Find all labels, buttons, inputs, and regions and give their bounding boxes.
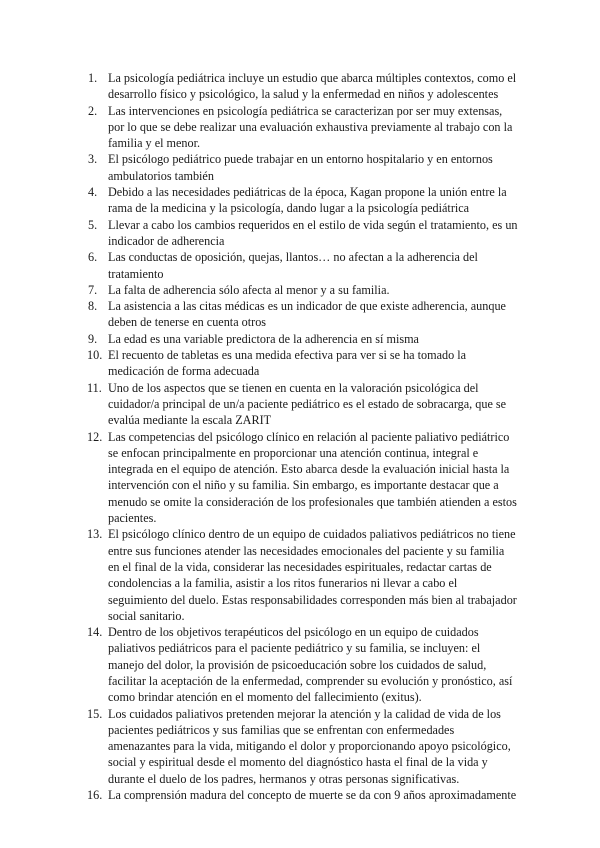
statement-text: Las intervenciones en psicología pediátrica se caracterizan por ser muy extensas, por lo que se debe realizar una evaluación exhaustiva previamente al trabajo con la familia y el menor. [108,103,513,151]
statement-item-2 [88,103,518,152]
statement-number: 3. [88,152,98,167]
statement-item-16 [88,787,518,803]
statement-text: El psicólogo clínico dentro de un equipo de cuidados paliativos pediátricos no tiene entre sus funciones atender las necesidades emocionales del paciente y su familia en el final de la vida, considerar las necesidades espirituales, redactar cartas de condolencias a la familia, asistir a los ritos funerarios ni llevar a cabo el seguimiento del duelo. Estas responsabilidades corresponden más bien al trabajador social sanitario. [108,527,517,623]
statement-number: 13. [87,527,103,542]
statement-text: La psicología pediátrica incluye un estudio que abarca múltiples contextos, como el desarrollo físico y psicológico, la salud y la enfermedad en niños y adolescentes [108,71,517,102]
statement-item-8 [88,298,518,331]
statement-text: La asistencia a las citas médicas es un indicador de que existe adherencia, aunque deben de tenerse en cuenta otros [108,299,506,330]
statement-text: Los cuidados paliativos pretenden mejorar la atención y la calidad de vida de los pacientes pediátricos y sus familias que se enfrentan con enfermedades amenazantes para la vida, mitigando el dolor y proporcionando apoyo psicológico, social y espiritual desde el momento del diagnóstico hasta el final de la vida y durante el duelo de los padres, hermanos y otras personas significativas. [108,706,511,786]
statement-number: 8. [88,299,98,314]
statement-item-14 [88,624,518,705]
statement-number: 10. [87,348,103,363]
statement-item-11 [88,380,518,429]
statement-number: 12. [87,429,103,444]
statement-text: La edad es una variable predictora de la adherencia en sí misma [108,331,419,346]
statement-item-3 [88,151,518,184]
statement-number: 9. [88,331,98,346]
statement-text: Dentro de los objetivos terapéuticos del psicólogo en un equipo de cuidados paliativos pediátricos para el paciente pediátrico y su familia, se incluyen: el manejo del dolor, la provisión de psicoeducación sobre los cuidados de salud, facilitar la aceptación de la enfermedad, comprender su evolución y pronóstico, así como brindar atención en el momento del fallecimiento (exitus). [108,625,513,705]
statement-text: Las competencias del psicólogo clínico en relación al paciente paliativo pediátrico se enfocan principalmente en proporcionar una atención continua, integral e integrada en el equipo de atención. Esto abarca desde la evaluación inicial hasta la intervención con el niño y su familia. Sin embargo, es importante destacar que a menudo se omite la consideración de los profesionales que también atienden a estos pacientes. [108,429,517,526]
statement-number: 5. [88,217,98,232]
statement-number: 7. [88,282,98,297]
statement-text: El psicólogo pediátrico puede trabajar en un entorno hospitalario y en entornos ambulatorios también [108,152,493,183]
statement-text: Las conductas de oposición, quejas, llantos… no afectan a la adherencia del tratamiento [108,250,478,281]
statement-item-5 [88,217,518,250]
statement-item-7 [88,282,518,298]
statement-item-13 [88,526,518,624]
statement-item-6 [88,249,518,282]
statement-text: Llevar a cabo los cambios requeridos en el estilo de vida según el tratamiento, es un indicador de adherencia [108,217,518,248]
statement-list [88,70,518,803]
statement-text: El recuento de tabletas es una medida efectiva para ver si se ha tomado la medicación de forma adecuada [108,348,467,379]
statement-number: 6. [88,250,98,265]
statement-text: La comprensión madura del concepto de muerte se da con 9 años aproximadamente [108,788,517,803]
statement-text: Uno de los aspectos que se tienen en cuenta en la valoración psicológica del cuidador/a principal de un/a paciente pediátrico es el estado de sobracarga, que se evalúa mediante la escala ZARIT [108,380,507,428]
statement-number: 14. [87,625,103,640]
statement-number: 2. [88,103,98,118]
statement-number: 16. [87,788,103,803]
statement-number: 15. [87,706,103,721]
statement-text: Debido a las necesidades pediátricas de la época, Kagan propone la unión entre la rama de la medicina y la psicología, dando lugar a la psicología pediátrica [108,185,507,216]
statement-item-15 [88,706,518,787]
statement-number: 1. [88,71,98,85]
statement-number: 4. [88,185,98,200]
statement-text: La falta de adherencia sólo afecta al menor y a su familia. [108,282,390,297]
statement-item-10 [88,347,518,380]
statement-item-4 [88,184,518,217]
statement-item-1 [88,70,518,103]
statement-number: 11. [87,380,102,395]
statement-item-12 [88,429,518,527]
statement-item-9 [88,331,518,347]
